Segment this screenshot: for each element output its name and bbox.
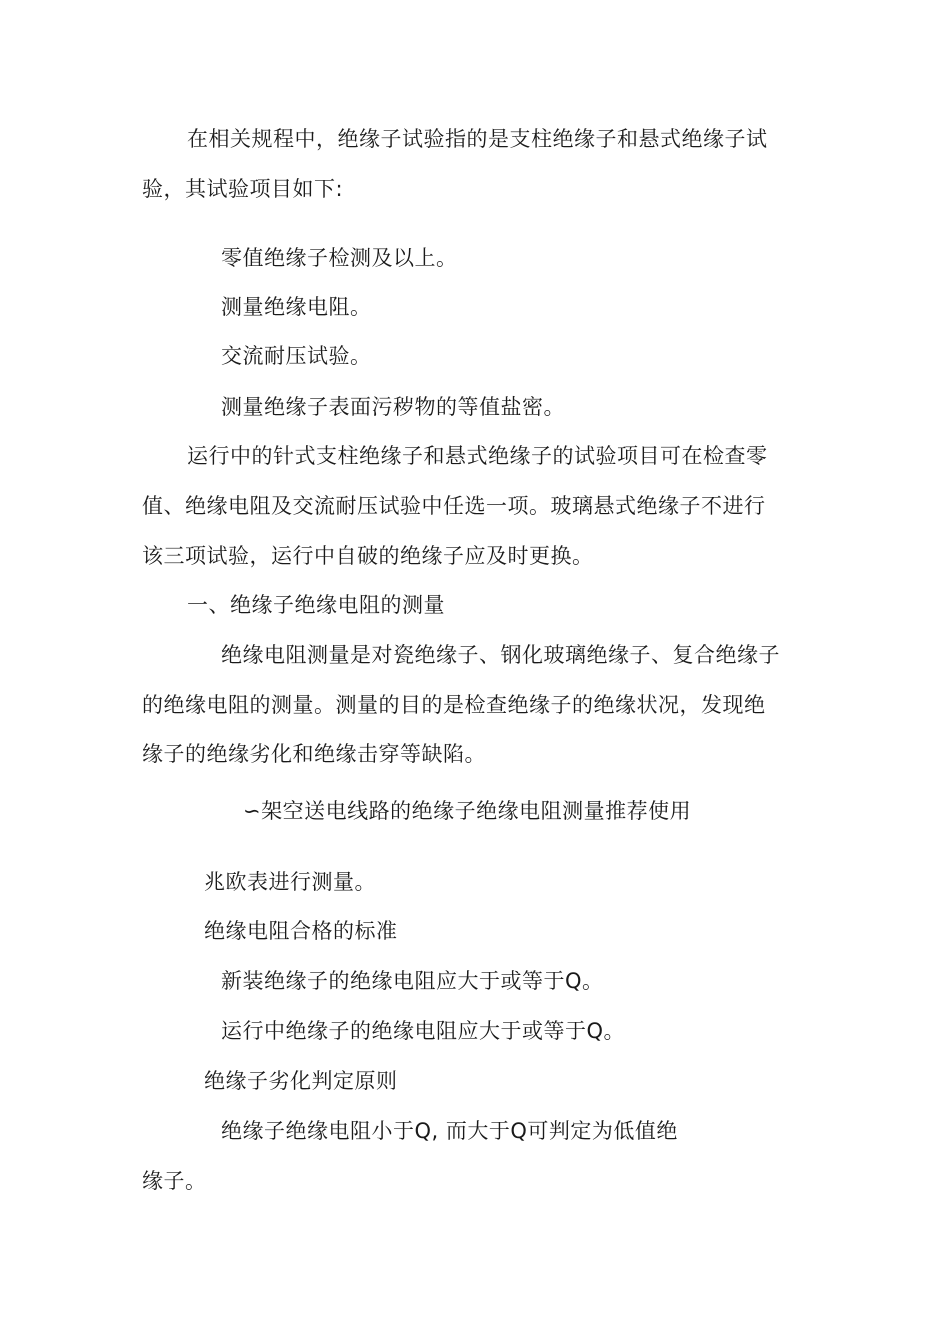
test-item-1: 零值绝缘子检测及以上。: [221, 246, 458, 270]
standard-heading: 绝缘电阻合格的标准: [204, 919, 398, 943]
running-line-2: 值、绝缘电阻及交流耐压试验中任选一项。玻璃悬式绝缘子不进行: [142, 494, 766, 518]
standard-new: 新装绝缘子的绝缘电阻应大于或等于Q。: [221, 969, 604, 993]
test-item-3: 交流耐压试验。: [221, 344, 372, 368]
intro-line-2: 验，其试验项目如下:: [142, 177, 344, 201]
meter-line: 兆欧表进行测量。: [204, 870, 376, 894]
degradation-line-2: 缘子。: [142, 1169, 207, 1193]
intro-line-1: 在相关规程中，绝缘子试验指的是支柱绝缘子和悬式绝缘子试: [187, 127, 768, 151]
test-item-4: 测量绝缘子表面污秽物的等值盐密。: [221, 395, 565, 419]
section-line-3: 缘子的绝缘劣化和绝缘击穿等缺陷。: [142, 742, 486, 766]
test-item-2: 测量绝缘电阻。: [221, 295, 372, 319]
recommend-line: ∽架空送电线路的绝缘子绝缘电阻测量推荐使用: [243, 799, 692, 823]
section-heading: 一、绝缘子绝缘电阻的测量: [187, 593, 445, 617]
standard-running: 运行中绝缘子的绝缘电阻应大于或等于Q。: [221, 1019, 626, 1043]
degradation-heading: 绝缘子劣化判定原则: [204, 1069, 398, 1093]
section-line-1: 绝缘电阻测量是对瓷绝缘子、钢化玻璃绝缘子、复合绝缘子: [221, 643, 780, 667]
running-line-1: 运行中的针式支柱绝缘子和悬式绝缘子的试验项目可在检查零: [187, 444, 768, 468]
running-line-3: 该三项试验，运行中自破的绝缘子应及时更换。: [142, 544, 594, 568]
section-line-2: 的绝缘电阻的测量。测量的目的是检查绝缘子的绝缘状况，发现绝: [142, 693, 766, 717]
degradation-line-1: 绝缘子绝缘电阻小于Q, 而大于Q可判定为低值绝: [221, 1119, 678, 1143]
